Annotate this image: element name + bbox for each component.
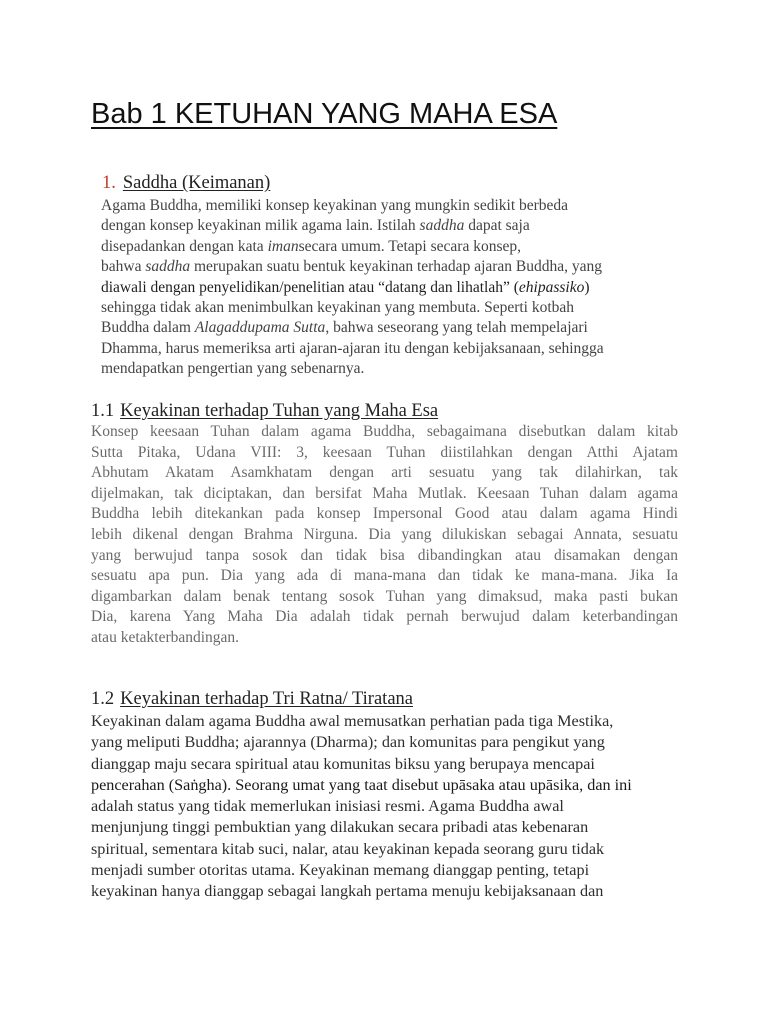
- section-1-title: Saddha (Keimanan): [122, 173, 271, 193]
- section-1-body: [101, 196, 681, 380]
- body-line: Sutta Pitaka, Udana VIII: 3, keesaan Tuhan diistilahkan dengan Atthi Ajatam: [91, 443, 678, 461]
- body-line: Abhutam Akatam Asamkhatam dengan arti sesuatu yang tak dilahirkan, tak: [91, 464, 678, 482]
- section-1-2-body: [91, 711, 681, 903]
- body-line: digambarkan dalam benak tentang sosok Tuhan yang dimaksud, maka pasti bukan: [91, 587, 678, 605]
- section-1-1-title: Keyakinan terhadap Tuhan yang Maha Esa: [120, 401, 439, 421]
- body-line: keyakinan hanya dianggap sebagai langkah pertama menuju kebijaksanaan dan: [91, 882, 604, 901]
- body-line: lebih dikenal dengan Brahma Nirguna. Dia yang dilukiskan sebagai Annata, sesuatu: [91, 525, 678, 543]
- section-1-2-number: 1.2: [91, 689, 115, 709]
- body-line: bahwa saddha merupakan suatu bentuk keyakinan terhadap ajaran Buddha, yang: [101, 258, 603, 276]
- body-line: yang berwujud tanpa sosok dan tidak bisa dibandingkan atau disamakan dengan: [91, 546, 678, 564]
- body-line: dianggap maju secara spiritual atau komunitas biksu yang berupaya mencapai: [91, 754, 595, 773]
- body-line: Konsep keesaan Tuhan dalam agama Buddha, sebagaimana disebutkan dalam kitab: [91, 423, 678, 440]
- body-line: Agama Buddha, memiliki konsep keyakinan yang mungkin sedikit berbeda: [101, 197, 569, 214]
- body-line: menjadi sumber otoritas utama. Keyakinan memang dianggap penting, tetapi: [91, 861, 590, 880]
- body-line: disepadankan dengan kata imansecara umum. Tetapi secara konsep,: [101, 237, 521, 255]
- body-line: spiritual, sementara kitab suci, nalar, atau keyakinan kepada seorang guru tidak: [91, 839, 605, 858]
- body-line: mendapatkan pengertian yang sebenarnya.: [101, 360, 365, 378]
- section-1-2-title: Keyakinan terhadap Tri Ratna/ Tiratana: [120, 689, 413, 709]
- body-line: dengan konsep keyakinan milik agama lain. Istilah saddha dapat saja: [101, 217, 530, 235]
- section-1-1-heading: [91, 400, 438, 422]
- section-1-2-heading: [91, 688, 413, 710]
- body-line: Dia, karena Yang Maha Dia adalah tidak pernah berwujud dalam keterbandingan: [91, 608, 678, 626]
- section-1-1-body: [91, 422, 678, 649]
- body-line: menjunjung tinggi pembuktian yang dilakukan secara pribadi atas kebenaran: [91, 818, 589, 837]
- body-line: Buddha dalam Alagaddupama Sutta, bahwa seseorang yang telah mempelajari: [101, 319, 588, 337]
- page-title: Bab 1 KETUHAN YANG MAHA ESA: [91, 98, 558, 130]
- section-1-heading: [102, 172, 270, 194]
- body-line: Dhamma, harus memeriksa arti ajaran-ajaran itu dengan kebijaksanaan, sehingga: [101, 339, 604, 357]
- body-line: sehingga tidak akan menimbulkan keyakinan yang membuta. Seperti kotbah: [101, 299, 575, 317]
- body-line: adalah status yang tidak memerlukan inisiasi resmi. Agama Buddha awal: [91, 797, 564, 816]
- section-1-number: 1.: [102, 173, 116, 193]
- body-line: Buddha lebih ditekankan pada konsep Impersonal Good atau dalam agama Hindi: [91, 505, 678, 523]
- body-line: atau ketakterbandingan.: [91, 628, 240, 646]
- body-line: dijelmakan, tak diciptakan, dan bersifat Maha Mutlak. Keesaan Tuhan dalam agama: [91, 484, 678, 502]
- section-1-1-number: 1.1: [91, 401, 115, 421]
- body-line: pencerahan (Saṅgha). Seorang umat yang taat disebut upāsaka atau upāsika, dan ini: [91, 775, 632, 794]
- body-line: sesuatu apa pun. Dia yang ada di mana-mana dan tidak ke mana-mana. Jika Ia: [91, 567, 678, 585]
- body-line: diawali dengan penyelidikan/penelitian atau “datang dan lihatlah” (ehipassiko): [101, 278, 590, 296]
- body-line: yang meliputi Buddha; ajarannya (Dharma); dan komunitas para pengikut yang: [91, 733, 605, 752]
- body-line: Keyakinan dalam agama Buddha awal memusatkan perhatian pada tiga Mestika,: [91, 712, 614, 730]
